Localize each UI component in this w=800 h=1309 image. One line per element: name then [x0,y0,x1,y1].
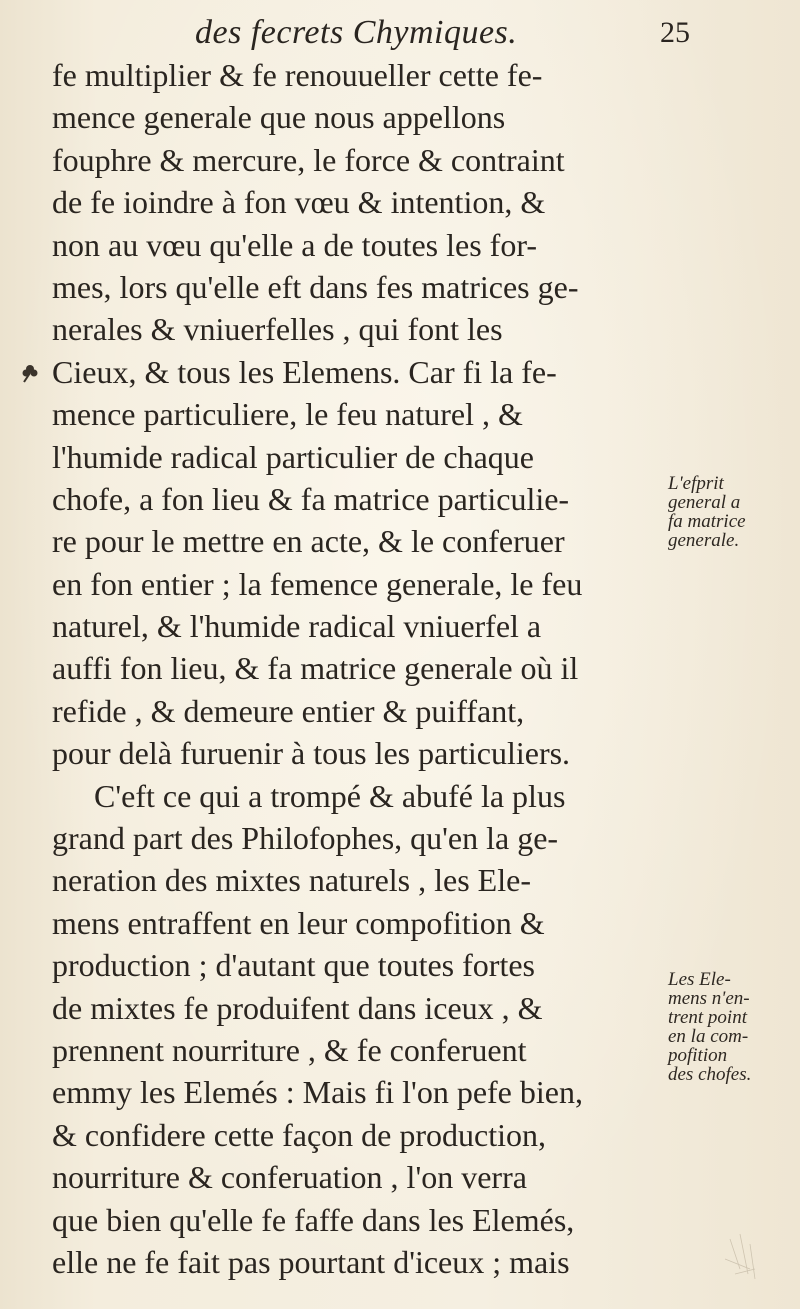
paper-stain [690,1219,780,1289]
text-line: de fe ioindre à fon vœu & intention, & [52,184,546,221]
text-line: non au vœu qu'elle a de toutes les for- [52,226,537,263]
body-text [52,54,612,1283]
text-line: refide , & demeure entier & puiffant, [52,692,525,729]
text-line: neration des mixtes naturels , les Ele- [52,862,531,899]
text-line: re pour le mettre en acte, & le conferuer [52,523,565,560]
text-line: nourriture & conferuation , l'on verra [52,1159,527,1196]
text-line: que bien qu'elle fe faffe dans les Elemés, [52,1201,575,1238]
margin-note-line: des chofes. [668,1064,752,1085]
text-line: mence generale que nous appellons [52,99,506,136]
margin-note-line: general a [668,492,741,513]
margin-note-line: Les Ele- [668,969,731,990]
text-line: nerales & vniuerfelles , qui font les [52,311,503,348]
margin-note-1 [668,474,746,550]
text-line: mes, lors qu'elle eft dans fes matrices ge- [52,268,579,305]
margin-note-line: L'efprit [668,473,724,494]
text-line: auffi fon lieu, & fa matrice generale où il [52,650,579,687]
text-line: C'eft ce qui a trompé & abufé la plus [94,777,566,814]
text-line: mence particuliere, le feu naturel , & [52,396,523,433]
margin-note-line: pofition [668,1045,728,1066]
text-line: prennent nourriture , & fe conferuent [52,1031,527,1068]
page-number: 25 [660,16,690,49]
text-line: emmy les Elemés : Mais fi l'on pefe bien, [52,1074,583,1111]
text-line: l'humide radical particulier de chaque [52,438,534,475]
margin-note-line: en la com- [668,1026,749,1047]
margin-note-2 [668,970,751,1084]
text-line: production ; d'autant que toutes fortes [52,947,535,984]
margin-note-line: trent point [668,1007,747,1028]
text-line: & confidere cette façon de production, [52,1116,546,1153]
text-line: fe multiplier & fe renouueller cette fe- [52,57,543,93]
margin-note-line: fa matrice [668,511,746,532]
text-line: fouphre & mercure, le force & contraint [52,141,565,178]
text-line: en fon entier ; la femence generale, le feu [52,565,583,602]
text-line: naturel, & l'humide radical vniuerfel a [52,608,542,645]
text-line: chofe, a fon lieu & fa matrice particulie- [52,480,570,517]
text-line: pour delà furuenir à tous les particuliers. [52,735,571,772]
margin-note-line: mens n'en- [668,988,750,1009]
margin-note-line: generale. [668,530,740,551]
text-line: grand part des Philofophes, qu'en la ge- [52,820,559,857]
page-header [0,14,800,54]
ornament-icon [20,363,40,383]
text-line: de mixtes fe produifent dans iceux , & [52,989,543,1026]
text-line: elle ne fe fait pas pourtant d'iceux ; mais [52,1243,570,1280]
text-line: Cieux, & tous les Elemens. Car fi la fe- [52,353,557,390]
running-title: des fecrets Chymiques. [195,14,518,51]
text-line: mens entraffent en leur compofition & [52,904,545,941]
